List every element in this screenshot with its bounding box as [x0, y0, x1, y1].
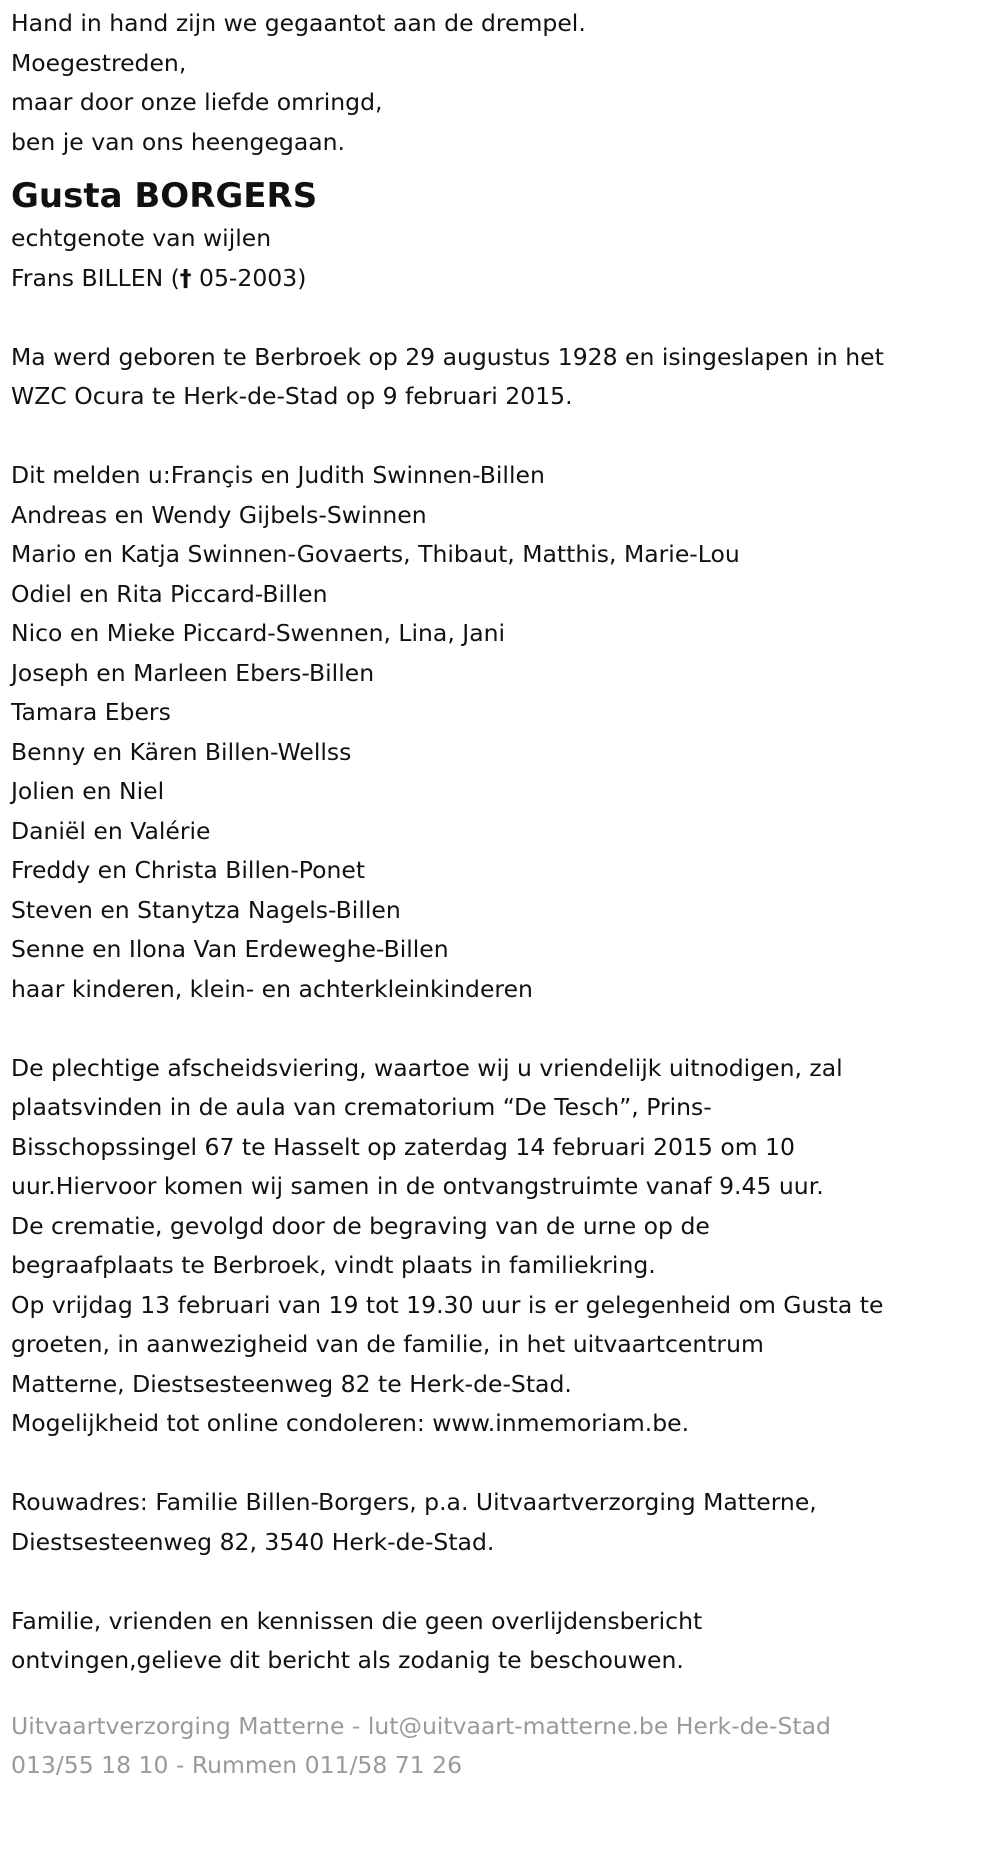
ceremony-details: [11, 1049, 990, 1444]
poem-line: Hand in hand zijn we gegaantot aan de drempel.: [11, 9, 586, 37]
footer-line: 013/55 18 10 - Rummen 011/58 71 26: [11, 1751, 463, 1779]
deceased-details: [11, 219, 990, 298]
announcement-line: WZC Ocura te Herk-de-Stad op 9 februari 2015.: [11, 382, 573, 410]
family-member: Daniël en Valérie: [11, 816, 211, 845]
poem-line: Moegestreden,: [11, 48, 187, 77]
mourning-address: [11, 1483, 990, 1562]
family-member: Andreas en Wendy Gijbels-Swinnen: [11, 500, 427, 529]
footer-line: Uitvaartverzorging Matterne - lut@uitvaart-matterne.be Herk-de-Stad: [11, 1711, 831, 1740]
address-line: Diestsesteenweg 82, 3540 Herk-de-Stad.: [11, 1527, 495, 1556]
family-member: Tamara Ebers: [11, 698, 171, 726]
closing-line: ontvingen,gelieve dit bericht als zodanig te beschouwen.: [11, 1646, 684, 1674]
deceased-name: Gusta BORGERS: [11, 176, 318, 216]
ceremony-line: uur.Hiervoor komen wij samen in de ontvangstruimte vanaf 9.45 uur.: [11, 1172, 824, 1200]
ceremony-line: Matterne, Diestsesteenweg 82 te Herk-de-Stad.: [11, 1369, 572, 1398]
ceremony-line: Bisschopssingel 67 te Hasselt op zaterdag 14 februari 2015 om 10: [11, 1132, 795, 1161]
family-member: Senne en Ilona Van Erdeweghe-Billen: [11, 935, 449, 963]
poem-line: ben je van ons heengegaan.: [11, 127, 346, 156]
ceremony-line: begraafplaats te Berbroek, vindt plaats in familiekring.: [11, 1251, 656, 1279]
family-member: Benny en Kären Billen-Wellss: [11, 737, 352, 766]
relation-text: echtgenote van wijlen: [11, 224, 272, 252]
family-member: Steven en Stanytza Nagels-Billen: [11, 895, 401, 924]
ceremony-line: Op vrijdag 13 februari van 19 tot 19.30 uur is er gelegenheid om Gusta te: [11, 1290, 884, 1319]
family-member: Joseph en Marleen Ebers-Billen: [11, 658, 375, 687]
ceremony-line: Mogelijkheid tot online condoleren: www.inmemoriam.be.: [11, 1409, 690, 1437]
poem: [11, 4, 990, 162]
closing-line: Familie, vrienden en kennissen die geen overlijdensbericht: [11, 1606, 703, 1635]
birth-death-announcement: [11, 338, 990, 417]
cross-icon: †: [179, 263, 192, 292]
ceremony-line: plaatsvinden in de aula van crematorium “De Tesch”, Prins-: [11, 1093, 712, 1121]
family-member: Mario en Katja Swinnen-Govaerts, Thibaut, Matthis, Marie-Lou: [11, 540, 740, 568]
announcement-line: Ma werd geboren te Berbroek op 29 augustus 1928 en isingeslapen in het: [11, 342, 884, 371]
spouse-date: 05-2003): [191, 263, 307, 292]
closing-note: [11, 1602, 990, 1681]
family-member: Odiel en Rita Piccard-Billen: [11, 579, 328, 608]
family-member: Nico en Mieke Piccard-Swennen, Lina, Jani: [11, 619, 506, 647]
address-line: Rouwadres: Familie Billen-Borgers, p.a. Uitvaartverzorging Matterne,: [11, 1488, 817, 1516]
family-member: haar kinderen, klein- en achterkleinkinderen: [11, 974, 533, 1003]
spouse-line: [11, 259, 990, 299]
spouse-name: Frans BILLEN (: [11, 263, 180, 292]
funeral-home-footer: [11, 1707, 990, 1786]
ceremony-line: De crematie, gevolgd door de begraving van de urne op de: [11, 1211, 710, 1240]
poem-line: maar door onze liefde omringd,: [11, 88, 383, 116]
ceremony-line: De plechtige afscheidsviering, waartoe wij u vriendelijk uitnodigen, zal: [11, 1053, 843, 1082]
family-member: Dit melden u:Françis en Judith Swinnen-Billen: [11, 461, 545, 489]
family-list: [11, 456, 990, 1009]
ceremony-line: groeten, in aanwezigheid van de familie, in het uitvaartcentrum: [11, 1330, 764, 1358]
family-member: Freddy en Christa Billen-Ponet: [11, 856, 366, 884]
family-member: Jolien en Niel: [11, 777, 165, 805]
